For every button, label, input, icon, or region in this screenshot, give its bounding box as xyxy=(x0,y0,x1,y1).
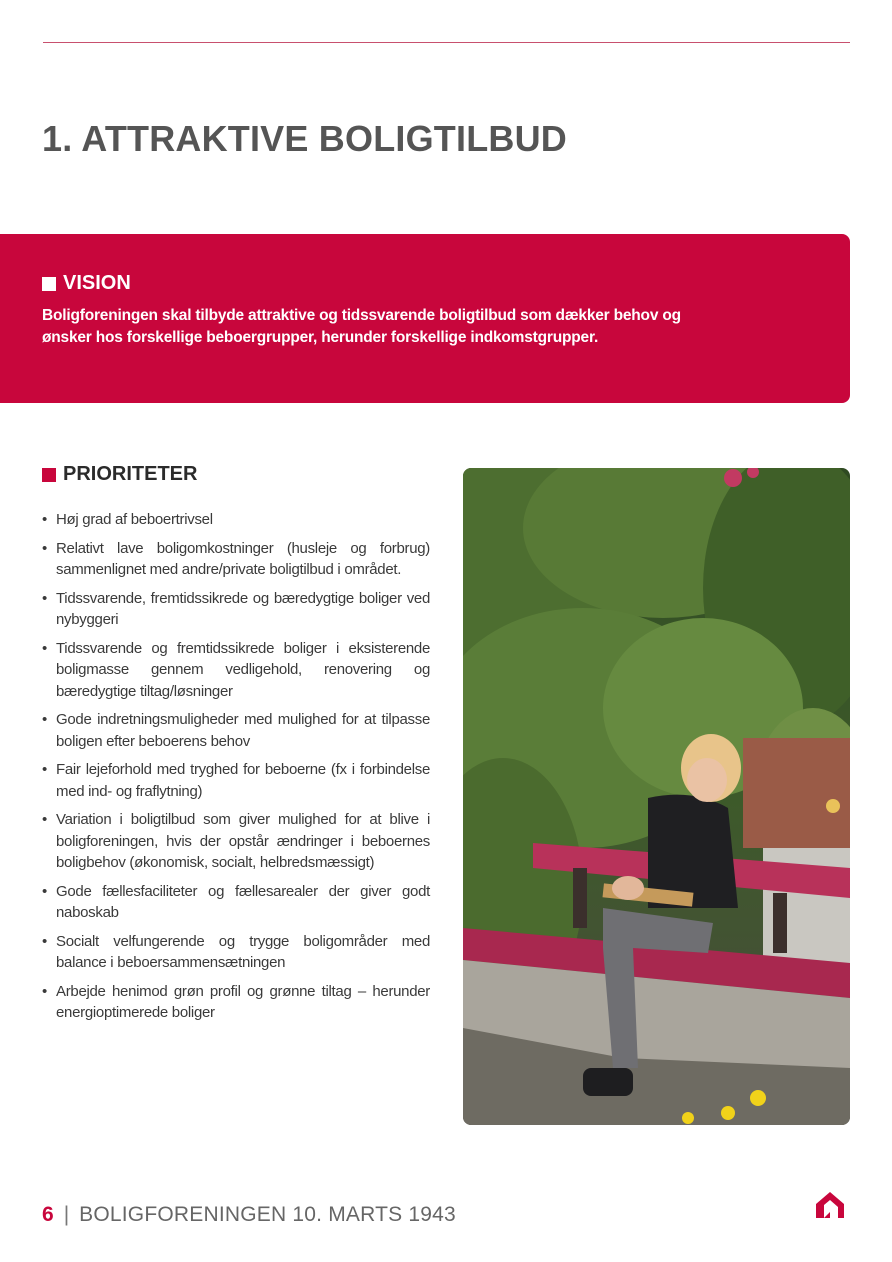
list-item: • Tidssvarende og fremtidssikrede boliger i eksisterende boligmasse gennem vedligehold, renovering og bæredygtige tiltag/løsninger xyxy=(42,638,430,703)
list-item: • Arbejde henimod grøn profil og grønne tiltag – herunder energioptimerede boliger xyxy=(42,981,430,1024)
footer-separator: | xyxy=(63,1203,70,1226)
list-item: • Gode indretningsmuligheder med mulighed for at tilpasse boligen efter beboerens behov xyxy=(42,709,430,752)
page-title: 1. ATTRAKTIVE BOLIGTILBUD xyxy=(42,118,567,159)
page-number: 6 xyxy=(42,1203,54,1226)
photo-woman-reading-on-bench xyxy=(463,468,850,1125)
list-item: • Variation i boligtilbud som giver mulighed for at blive i boligforeningen, hvis der opstår ændringer i beboernes boligbehov (økonomisk, socialt, helbredsmæssigt) xyxy=(42,809,430,874)
footer xyxy=(42,1203,456,1227)
square-bullet-icon xyxy=(42,277,56,291)
priorities-heading xyxy=(42,463,197,486)
list-item: • Socialt velfungerende og trygge boligområder med balance i beboersammensætningen xyxy=(42,931,430,974)
list-item: • Relativt lave boligomkostninger (husleje og forbrug) sammenlignet med andre/private boligtilbud i området. xyxy=(42,538,430,581)
list-item: • Tidssvarende, fremtidssikrede og bæredygtige boliger ved nybyggeri xyxy=(42,588,430,631)
footer-text: BOLIGFORENINGEN 10. MARTS 1943 xyxy=(79,1203,456,1226)
priorities-heading-label: PRIORITETER xyxy=(63,463,198,485)
list-item: • Høj grad af beboertrivsel xyxy=(42,509,430,531)
house-logo-icon xyxy=(814,1190,846,1220)
list-item: • Gode fællesfaciliteter og fællesarealer der giver godt naboskab xyxy=(42,881,430,924)
vision-heading xyxy=(42,272,131,295)
vision-text: Boligforeningen skal tilbyde attraktive og tidssvarende boligtilbud som dækker behov og ønsker hos forskellige beboergrupper, herunder forskellige indkomstgrupper. xyxy=(42,307,681,346)
vision-box xyxy=(0,234,850,403)
priorities-list xyxy=(42,509,430,1031)
vision-heading-label: VISION xyxy=(63,272,131,294)
square-bullet-icon xyxy=(42,468,56,482)
top-rule xyxy=(43,42,850,43)
list-item: • Fair lejeforhold med tryghed for beboerne (fx i forbindelse med ind- og fraflytning) xyxy=(42,759,430,802)
